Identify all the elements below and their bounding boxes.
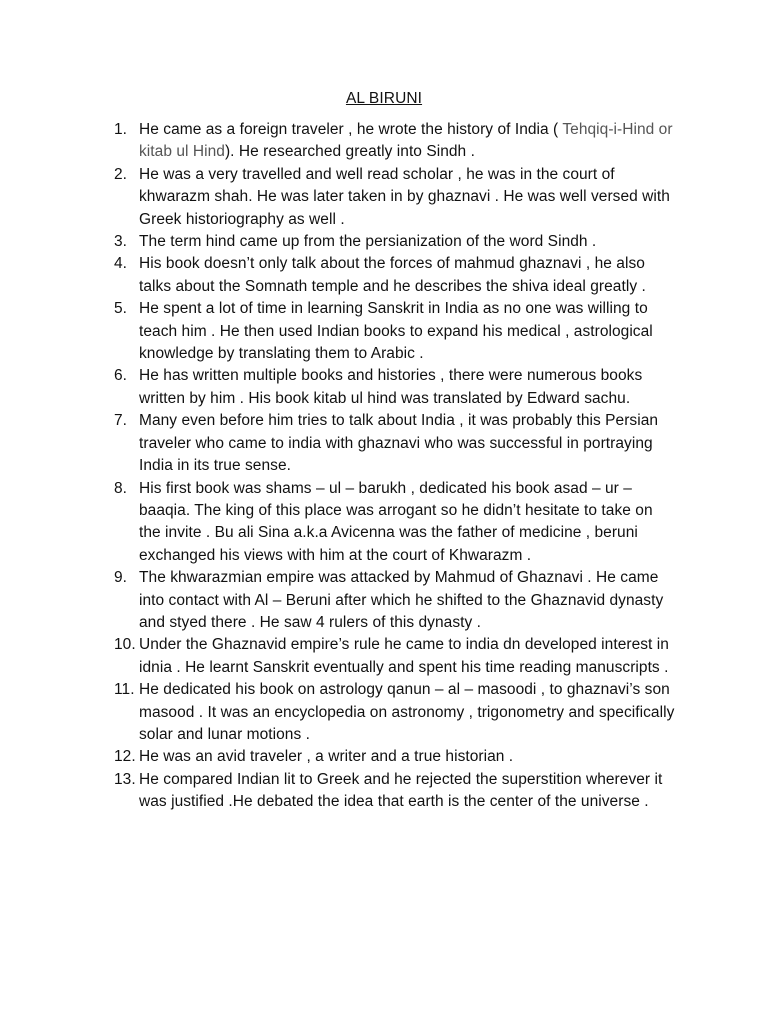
list-item-5 [114,298,676,365]
list-item-text: He spent a lot of time in learning Sanskrit in India as no one was willing to teach him . He then used Indian books to expand his medical , astrological knowledge by translating them to Arabic . [139,300,653,363]
list-item-2 [114,164,676,231]
list-item-6 [114,365,676,410]
list-item-1 [114,119,676,164]
list-item-text: He came as a foreign traveler , he wrote the history of India ( [139,121,563,138]
list-item-9 [114,567,676,634]
list-item-text: He has written multiple books and histories , there were numerous books written by him . His book kitab ul hind was translated by Edward sachu. [139,367,643,407]
list-item-text: Many even before him tries to talk about India , it was probably this Persian traveler who came to india with ghaznavi who was successful in portraying India in its true sense. [139,412,659,475]
list-number: 10. [114,636,136,654]
book-title-text: Tehqiq-i-Hind or kitab ul Hind [139,121,673,161]
numbered-list [114,119,676,814]
list-item-7 [114,410,676,477]
list-item-text: He compared Indian lit to Greek and he rejected the superstition wherever it was justified .He debated the idea that earth is the center of the universe . [139,770,663,811]
list-number: 2. [114,165,128,183]
list-number: 7. [114,412,128,430]
list-item-text: The khwarazmian empire was attacked by Mahmud of Ghaznavi . He came into contact with Al – Beruni after which he shifted to the Ghaznavid dynasty and styed there . He saw 4 rulers of this dynasty . [139,569,664,631]
list-item-text: Under the Ghaznavid empire’s rule he came to india dn developed interest in idnia . He learnt Sanskrit eventually and spent his time reading manuscripts . [139,636,669,676]
list-item-text: The term hind came up from the persianization of the word Sindh . [139,233,597,251]
list-number: 6. [114,367,128,385]
list-item-text: He dedicated his book on astrology qanun – al – masoodi , to ghaznavi’s son masood . It was an encyclopedia on astronomy , trigonometry and specifically solar and lunar motions . [139,681,675,743]
list-item-text: ). He researched greatly into Sindh . [224,143,475,161]
list-item-11 [114,679,676,746]
list-item-8 [114,478,676,568]
list-item-12 [114,746,676,768]
list-number: 12. [114,748,136,766]
list-number: 1. [114,121,128,138]
list-number: 13. [114,770,136,788]
list-item-4 [114,253,676,298]
list-item-text: His book doesn’t only talk about the forces of mahmud ghaznavi , he also talks about the Somnath temple and he describes the shiva ideal greatly . [139,255,646,295]
list-number: 5. [114,300,128,318]
list-item-text: His first book was shams – ul – barukh , dedicated his book asad – ur – baaqia. The king of this place was arrogant so he didn’t hesitate to take on the invite . Bu ali Sina a.k.a Avicenna was the father of medicine , beruni exchanged his views with him at the court of Khwarazm . [139,479,653,564]
document-title: AL BIRUNI [345,90,423,107]
list-item-text: He was an avid traveler , a writer and a true historian . [139,748,514,766]
list-number: 9. [114,569,128,587]
list-item-text: He was a very travelled and well read scholar , he was in the court of khwarazm shah. He was later taken in by ghaznavi . He was well versed with Greek historiography as well . [139,165,670,228]
list-item-13 [114,769,676,814]
list-item-10 [114,634,676,679]
list-number: 3. [114,233,128,251]
list-number: 11. [114,681,135,699]
list-number: 8. [114,479,128,497]
list-item-3 [114,231,676,253]
list-number: 4. [114,255,128,273]
